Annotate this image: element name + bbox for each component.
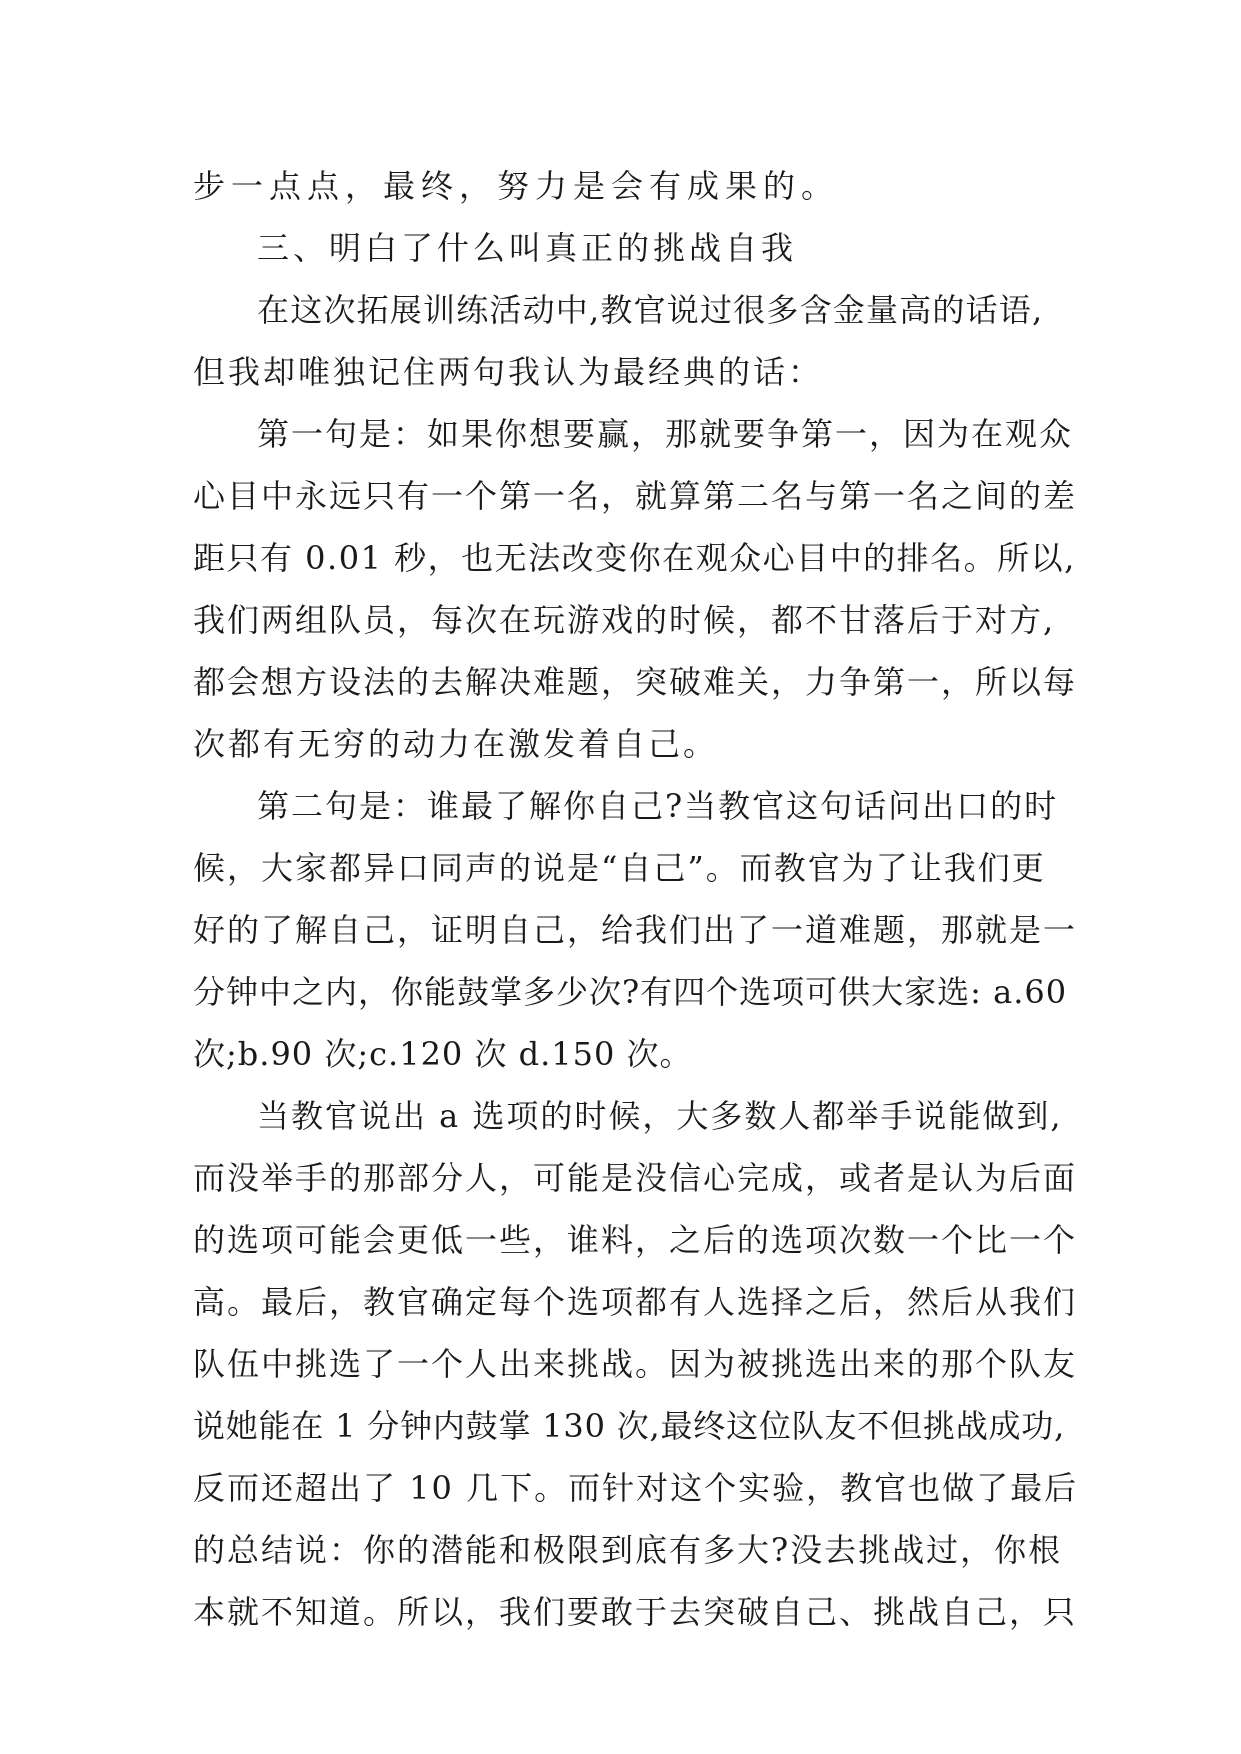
paragraph-first-line: 第一句是：如果你想要赢，那就要争第一，因为在观众 xyxy=(257,415,1074,453)
text-line: 高。最后，教官确定每个选项都有人选择之后，然后从我们 xyxy=(193,1283,1078,1321)
text-line: 步一点点，最终，努力是会有成果的。 xyxy=(193,167,840,205)
paragraph-first-line: 当教官说出 a 选项的时候，大多数人都举手说能做到, xyxy=(257,1097,1063,1135)
text-line: 说她能在 1 分钟内鼓掌 130 次,最终这位队友不但挑战成功, xyxy=(193,1407,1066,1445)
text-line: 距只有 0.01 秒，也无法改变你在观众心目中的排名。所以, xyxy=(193,539,1076,577)
text-line: 分钟中之内，你能鼓掌多少次?有四个选项可供大家选: a.60 xyxy=(193,973,1068,1011)
text-line: 候，大家都异口同声的说是“自己”。而教官为了让我们更 xyxy=(193,849,1046,887)
text-line: 的选项可能会更低一些，谁料，之后的选项次数一个比一个 xyxy=(193,1221,1078,1259)
text-line: 队伍中挑选了一个人出来挑战。因为被挑选出来的那个队友 xyxy=(193,1345,1078,1383)
text-line: 反而还超出了 10 几下。而针对这个实验，教官也做了最后 xyxy=(193,1469,1079,1507)
text-line: 好的了解自己，证明自己，给我们出了一道难题，那就是一 xyxy=(193,911,1078,949)
text-line: 次;b.90 次;c.120 次 d.150 次。 xyxy=(193,1035,693,1073)
text-line: 心目中永远只有一个第一名，就算第二名与第一名之间的差 xyxy=(193,477,1078,515)
paragraph-first-line: 三、明白了什么叫真正的挑战自我 xyxy=(257,229,798,267)
text-line: 我们两组队员，每次在玩游戏的时候，都不甘落后于对方, xyxy=(193,601,1056,639)
text-line: 的总结说：你的潜能和极限到底有多大?没去挑战过，你根 xyxy=(193,1531,1063,1569)
text-line: 次都有无穷的动力在激发着自己。 xyxy=(193,725,719,763)
text-line: 但我却唯独记住两句我认为最经典的话： xyxy=(193,353,824,391)
document-body xyxy=(193,155,1079,1643)
paragraph-first-line: 在这次拓展训练活动中,教官说过很多含金量高的话语, xyxy=(257,291,1044,329)
text-line: 而没举手的那部分人，可能是没信心完成，或者是认为后面 xyxy=(193,1159,1078,1197)
text-line: 本就不知道。所以，我们要敢于去突破自己、挑战自己，只 xyxy=(193,1593,1078,1631)
text-line: 都会想方设法的去解决难题，突破难关，力争第一，所以每 xyxy=(193,663,1078,701)
paragraph-first-line: 第二句是：谁最了解你自己?当教官这句话问出口的时 xyxy=(257,787,1059,825)
